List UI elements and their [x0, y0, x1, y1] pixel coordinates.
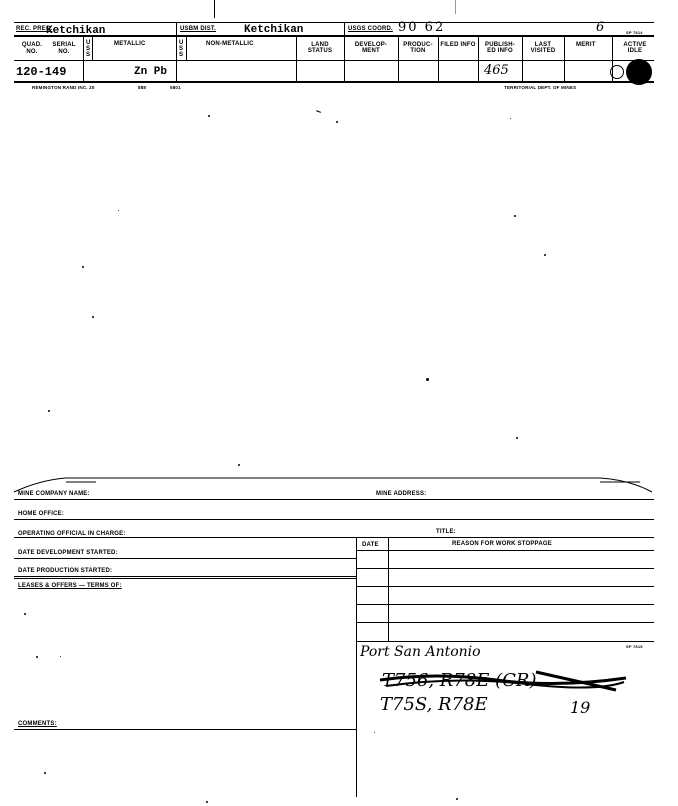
top-tick	[214, 0, 215, 18]
speck	[44, 772, 46, 774]
col-div-uss-left	[83, 37, 84, 81]
speck	[24, 613, 26, 615]
title-divider-2	[344, 22, 345, 37]
header-filed-info: FILED INFO	[440, 42, 476, 48]
idle-filled-circle-icon	[626, 59, 652, 85]
header-land-status: LAND STATUS	[307, 42, 333, 54]
col-div-development	[344, 37, 345, 81]
rec-prec-value: Ketchikan	[46, 25, 106, 37]
operating-official-label: OPERATING OFFICIAL IN CHARGE:	[18, 531, 126, 537]
speck	[60, 656, 61, 657]
form-number-top: SP 7814	[626, 30, 643, 35]
header-serial-no: SERIAL NO.	[52, 42, 76, 55]
top-tick-right	[455, 0, 456, 14]
header-development: DEVELOP- MENT	[354, 42, 388, 54]
reason-header: REASON FOR WORK STOPPAGE	[452, 541, 552, 547]
speck	[82, 266, 84, 268]
table-row-1	[356, 568, 654, 569]
table-row-3	[356, 604, 654, 605]
speck	[206, 801, 208, 803]
table-row-2	[356, 586, 654, 587]
comments-label: COMMENTS:	[18, 721, 57, 727]
col-div-metallic	[92, 37, 93, 60]
col-div-production	[398, 37, 399, 81]
speck	[456, 798, 458, 800]
title-row-top	[14, 22, 654, 23]
col-div-filed-info	[438, 37, 439, 81]
col-div-published-info	[478, 37, 479, 81]
speck	[208, 115, 210, 117]
lower-form	[0, 470, 678, 806]
title-row-bottom	[14, 35, 654, 37]
footer-code-1: 888	[138, 85, 147, 90]
top-strip	[0, 0, 678, 100]
title-divider-1	[176, 22, 177, 37]
crossout-scribble	[376, 666, 646, 696]
line-comments	[14, 729, 356, 730]
col-div-merit	[564, 37, 565, 81]
card-top-edge	[0, 470, 678, 494]
mine-company-name-label: MINE COMPANY NAME:	[18, 491, 90, 497]
col-div-non-metallic	[186, 37, 187, 60]
date-production-started-label: DATE PRODUCTION STARTED:	[18, 568, 113, 574]
speck	[238, 464, 240, 466]
header-active-idle: ACTIVE IDLE	[623, 42, 647, 54]
handwritten-number: 19	[570, 698, 591, 717]
speck	[374, 732, 375, 733]
header-quad-no: QUAD. NO.	[21, 42, 43, 55]
footer-code-2: 5801	[170, 85, 181, 90]
leases-offers-label: LEASES & OFFERS — TERMS OF:	[18, 583, 122, 589]
speck	[36, 656, 38, 658]
header-metallic: METALLIC	[114, 41, 146, 47]
header-production: PRODUC- TION	[403, 42, 433, 54]
speck	[426, 378, 429, 381]
header-last-visited: LAST VISITED	[530, 42, 556, 54]
table-date-divider	[388, 537, 389, 641]
table-row-4	[356, 622, 654, 623]
corner-mark: 6	[596, 20, 605, 35]
speck	[510, 118, 511, 119]
speck	[336, 121, 338, 123]
form-number-bottom: SP 7815	[626, 644, 643, 649]
mine-address-label: MINE ADDRESS:	[376, 491, 427, 497]
active-circle-icon	[610, 65, 624, 79]
line-company	[14, 499, 654, 500]
line-development	[14, 558, 356, 559]
speck	[92, 316, 94, 318]
speck	[514, 215, 516, 217]
speck	[544, 254, 546, 256]
date-development-started-label: DATE DEVELOPMENT STARTED:	[18, 550, 118, 556]
table-left-border	[356, 537, 357, 797]
speck	[118, 210, 119, 211]
speck	[316, 110, 321, 113]
line-home-office	[14, 519, 654, 520]
home-office-label: HOME OFFICE:	[18, 511, 65, 517]
usbm-dist-label: USBM DIST.	[180, 26, 217, 32]
header-uss-left: U S S	[86, 40, 91, 58]
header-uss-right: U S S	[179, 40, 184, 58]
usbm-dist-value: Ketchikan	[244, 24, 304, 36]
header-merit: MERIT	[576, 42, 596, 48]
header-non-metallic: NON-METALLIC	[206, 41, 254, 47]
col-div-last-visited	[522, 37, 523, 81]
speck	[516, 437, 518, 439]
footer-right-text: TERRITORIAL DEPT. OF MINES	[504, 85, 577, 90]
col-div-land-status	[296, 37, 297, 81]
rec-prec-label: REC. PREC.	[16, 26, 53, 32]
usgs-coord-label: USGS COORD.	[348, 26, 393, 32]
metallic-value: Zn Pb	[134, 66, 168, 78]
header-row-bottom	[14, 60, 654, 61]
table-row-5	[356, 641, 654, 642]
published-info-value: 465	[484, 63, 509, 78]
date-header: DATE	[362, 542, 379, 548]
col-div-uss-right	[176, 37, 177, 81]
header-published-info: PUBLISH- ED INFO	[485, 42, 515, 54]
line-production	[14, 576, 356, 577]
data-row-bottom	[14, 81, 654, 83]
speck	[48, 410, 50, 412]
title-label: TITLE:	[436, 529, 456, 535]
handwritten-place: Port San Antonio	[360, 644, 481, 660]
handwritten-township-range: T75S, R78E	[380, 694, 488, 715]
table-header-bottom	[356, 550, 654, 551]
line-operating	[14, 537, 654, 538]
line-production-2	[14, 578, 356, 579]
footer-left-text: REMINGTON RAND INC. 20	[32, 85, 95, 90]
quad-serial-value: 120-149	[16, 65, 67, 79]
usgs-coord-value: 90 62	[398, 20, 446, 35]
handwritten-crossed: T756, R78E (CR)	[382, 670, 537, 691]
